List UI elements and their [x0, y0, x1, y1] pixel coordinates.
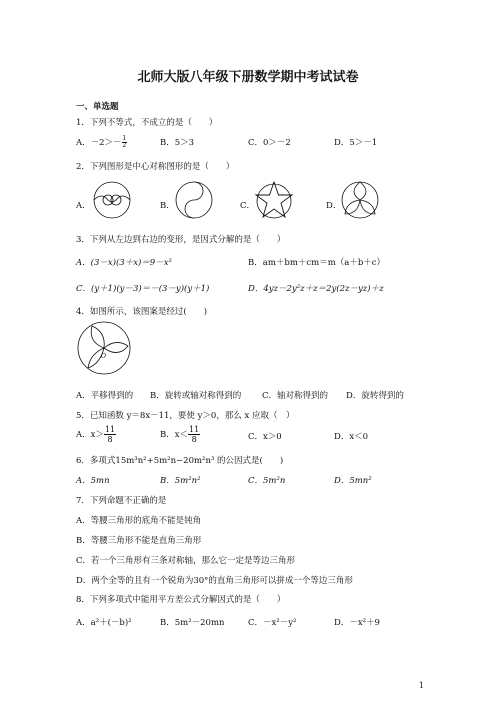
question-2-option-c: C． [240, 201, 256, 211]
page-title: 北师大版八年级下册数学期中考试试卷 [137, 70, 359, 85]
question-2-option-a: A． [76, 201, 91, 211]
question-4-option-a: A．平移得到的 [76, 391, 134, 401]
three-petal-circle-figure [340, 180, 380, 220]
question-4-option-b: B．旋转或轴对称得到的 [150, 391, 242, 401]
question-7-option-d: D．两个全等的且有一个锐角为30°的直角三角形可以拼成一个等边三角形 [76, 576, 353, 586]
question-8-option-d: D．－x²＋9 [334, 618, 380, 628]
question-6-option-d: D．5mn² [334, 476, 372, 486]
question-6-option-c: C．5m²n [248, 476, 286, 486]
question-2-option-d: D． [326, 201, 342, 211]
question-4-option-d: D．旋转得到的 [346, 391, 404, 401]
question-1-stem: 1．下列不等式，不成立的是（ ） [76, 118, 218, 128]
question-1-option-b: B．5＞3 [160, 138, 195, 148]
question-5-stem: 5．已知函数 y＝8x－11，要使 y＞0，那么 x 应取（ ） [76, 411, 295, 421]
rotation-pattern-figure [76, 320, 132, 376]
question-8-option-c: C．－x²－y² [248, 618, 297, 628]
question-5-option-a: A．x＞ $\frac{11}{8}$ [76, 425, 116, 444]
question-7-option-c: C．若一个三角形有三条对称轴，那么它一定是等边三角形 [76, 556, 296, 566]
section-heading: 一、单选题 [76, 102, 119, 112]
circle-hearts-figure [92, 180, 132, 220]
question-2-stem: 2．下列图形是中心对称图形的是（ ） [76, 162, 235, 172]
question-4-stem: 4．如图所示，该图案是经过( ) [76, 307, 208, 317]
question-5-option-b: B．x＜ $\frac{11}{8}$ [160, 425, 200, 444]
question-6-stem: 6．多项式15m³n²+5m²n−20m²n³ 的公因式是( ) [76, 456, 284, 466]
question-8-stem: 8．下列多项式中能用平方差公式分解因式的是（ ） [76, 595, 286, 605]
question-2-option-b: B． [160, 201, 175, 211]
fraction: $\frac{11}{8}$ [189, 425, 200, 444]
question-8-option-a: A．a²＋(－b)² [76, 618, 132, 628]
question-5-option-d: D．x＜0 [334, 432, 369, 442]
question-3-option-c: C．(y＋1)(y－3)＝－(3－y)(y＋1) [76, 284, 210, 294]
question-3-stem: 3．下列从左边到右边的变形，是因式分解的是（ ） [76, 235, 286, 245]
question-1-option-a: A．－2＞－ $\frac{1}{2}$ [76, 135, 127, 149]
question-6-option-b: B．5m²n² [160, 476, 201, 486]
question-7-stem: 7．下列命题不正确的是 [76, 496, 167, 506]
question-3-option-b: B．am＋bm＋cm＝m（a＋b＋c） [248, 258, 386, 268]
question-7-option-a: A．等腰三角形的底角不能是钝角 [76, 516, 202, 526]
yin-yang-figure [174, 180, 214, 220]
fraction: $\frac{11}{8}$ [104, 425, 116, 444]
question-7-option-b: B．等腰三角形不能是直角三角形 [76, 536, 202, 546]
question-3-option-d: D．4yz－2y²z＋z＝2y(2z－yz)＋z [248, 284, 384, 294]
fraction: $\frac{1}{2}$ [122, 135, 127, 149]
star-in-circle-figure [254, 180, 294, 220]
center-point-label: O [101, 353, 106, 360]
page-number: 1 [418, 681, 424, 690]
question-1-option-d: D．5＞－1 [334, 138, 378, 148]
question-6-option-a: A．5mn [76, 476, 110, 486]
question-8-option-b: B．5m²－20mn [160, 618, 225, 628]
question-4-option-c: C．轴对称得到的 [262, 391, 329, 401]
question-3-option-a: A．(3－x)(3＋x)＝9－x² [76, 258, 172, 268]
question-1-option-c: C．0＞－2 [248, 138, 291, 148]
question-5-option-c: C．x＞0 [248, 432, 282, 442]
